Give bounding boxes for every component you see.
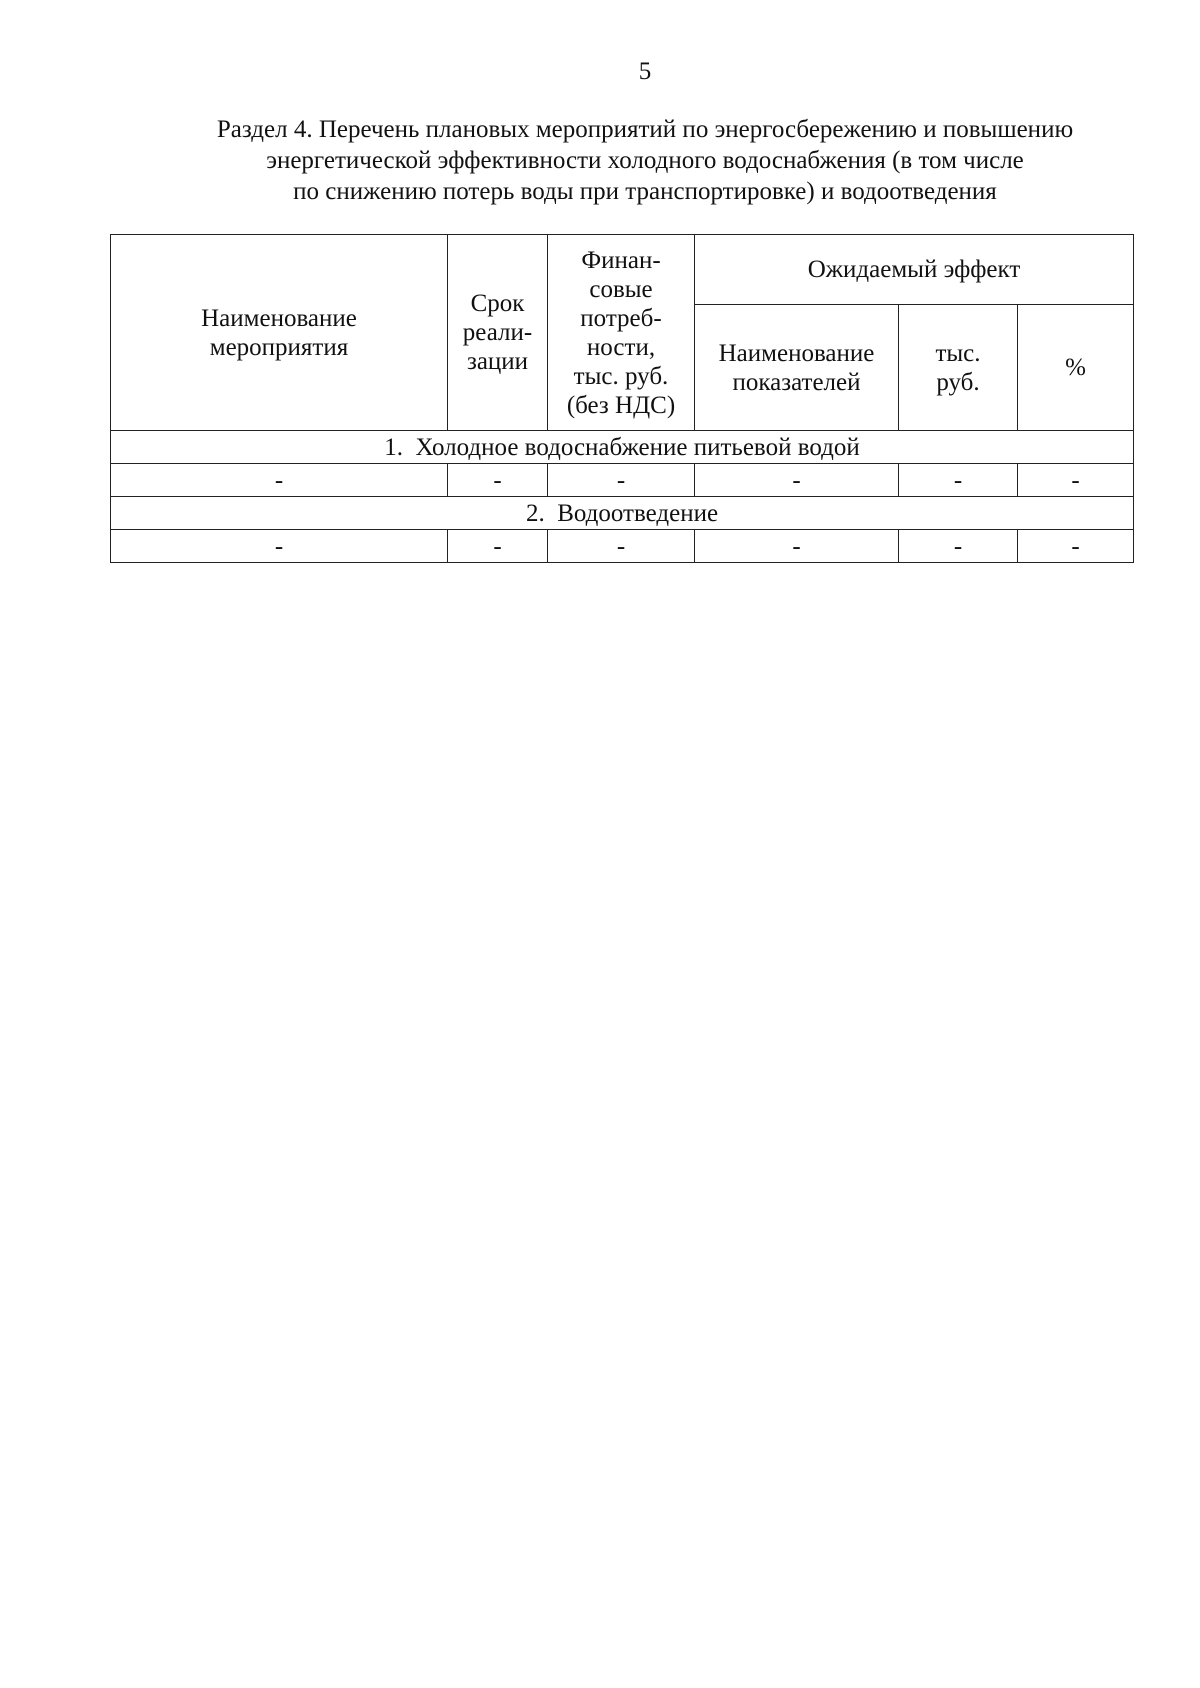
table-cell: - xyxy=(1018,464,1134,497)
header-term-text: Срок реали- зации xyxy=(462,290,533,375)
header-finance-line: (без НДС) xyxy=(566,391,676,419)
table-cell: - xyxy=(1018,530,1134,563)
section-row-drainage xyxy=(111,497,1134,530)
measures-table xyxy=(110,234,1134,563)
header-finance xyxy=(548,235,695,431)
section-title-cell: 1. Холодное водоснабжение питьевой водой xyxy=(111,431,1134,464)
header-finance-line: тыс. руб. xyxy=(573,362,669,390)
header-thousand-rub xyxy=(899,305,1018,431)
table-cell: - xyxy=(899,464,1018,497)
section-title-cell: 2. Водоотведение xyxy=(111,497,1134,530)
table-cell: - xyxy=(111,530,448,563)
section-title-line: Раздел 4. Перечень плановых мероприятий по энергосбережению и повышению xyxy=(216,116,1074,143)
section-title-line: по снижению потерь воды при транспортировке) и водоотведения xyxy=(293,178,997,205)
table-cell: - xyxy=(448,464,548,497)
header-thousand-rub-line: тыс. xyxy=(935,339,981,367)
header-thousand-rub-line: руб. xyxy=(936,368,980,396)
section-title-line: энергетической эффективности холодного водоснабжения (в том числе xyxy=(266,147,1024,174)
table-row xyxy=(111,530,1134,563)
table-cell: - xyxy=(548,530,695,563)
table-cell: - xyxy=(548,464,695,497)
header-term xyxy=(448,235,548,431)
table-cell: - xyxy=(695,530,899,563)
header-row xyxy=(111,235,1134,305)
header-percent: % xyxy=(1018,305,1134,431)
table-cell: - xyxy=(448,530,548,563)
table-row xyxy=(111,464,1134,497)
header-measure-name xyxy=(111,235,448,431)
header-finance-line: ности, xyxy=(586,333,656,361)
header-finance-line: потреб- xyxy=(580,304,662,332)
header-finance-line: Финан- xyxy=(581,246,661,274)
page-number: 5 xyxy=(638,58,652,85)
header-expected-effect: Ожидаемый эффект xyxy=(695,235,1134,305)
table-cell: - xyxy=(111,464,448,497)
section-row-cold-water xyxy=(111,431,1134,464)
table-cell: - xyxy=(899,530,1018,563)
header-measure-name-text: Наименование мероприятия xyxy=(201,304,357,361)
section-title xyxy=(110,114,1180,207)
header-finance-line: совые xyxy=(589,275,653,303)
header-indicators-text: Наименование показателей xyxy=(718,339,875,396)
table-cell: - xyxy=(695,464,899,497)
header-indicators xyxy=(695,305,899,431)
